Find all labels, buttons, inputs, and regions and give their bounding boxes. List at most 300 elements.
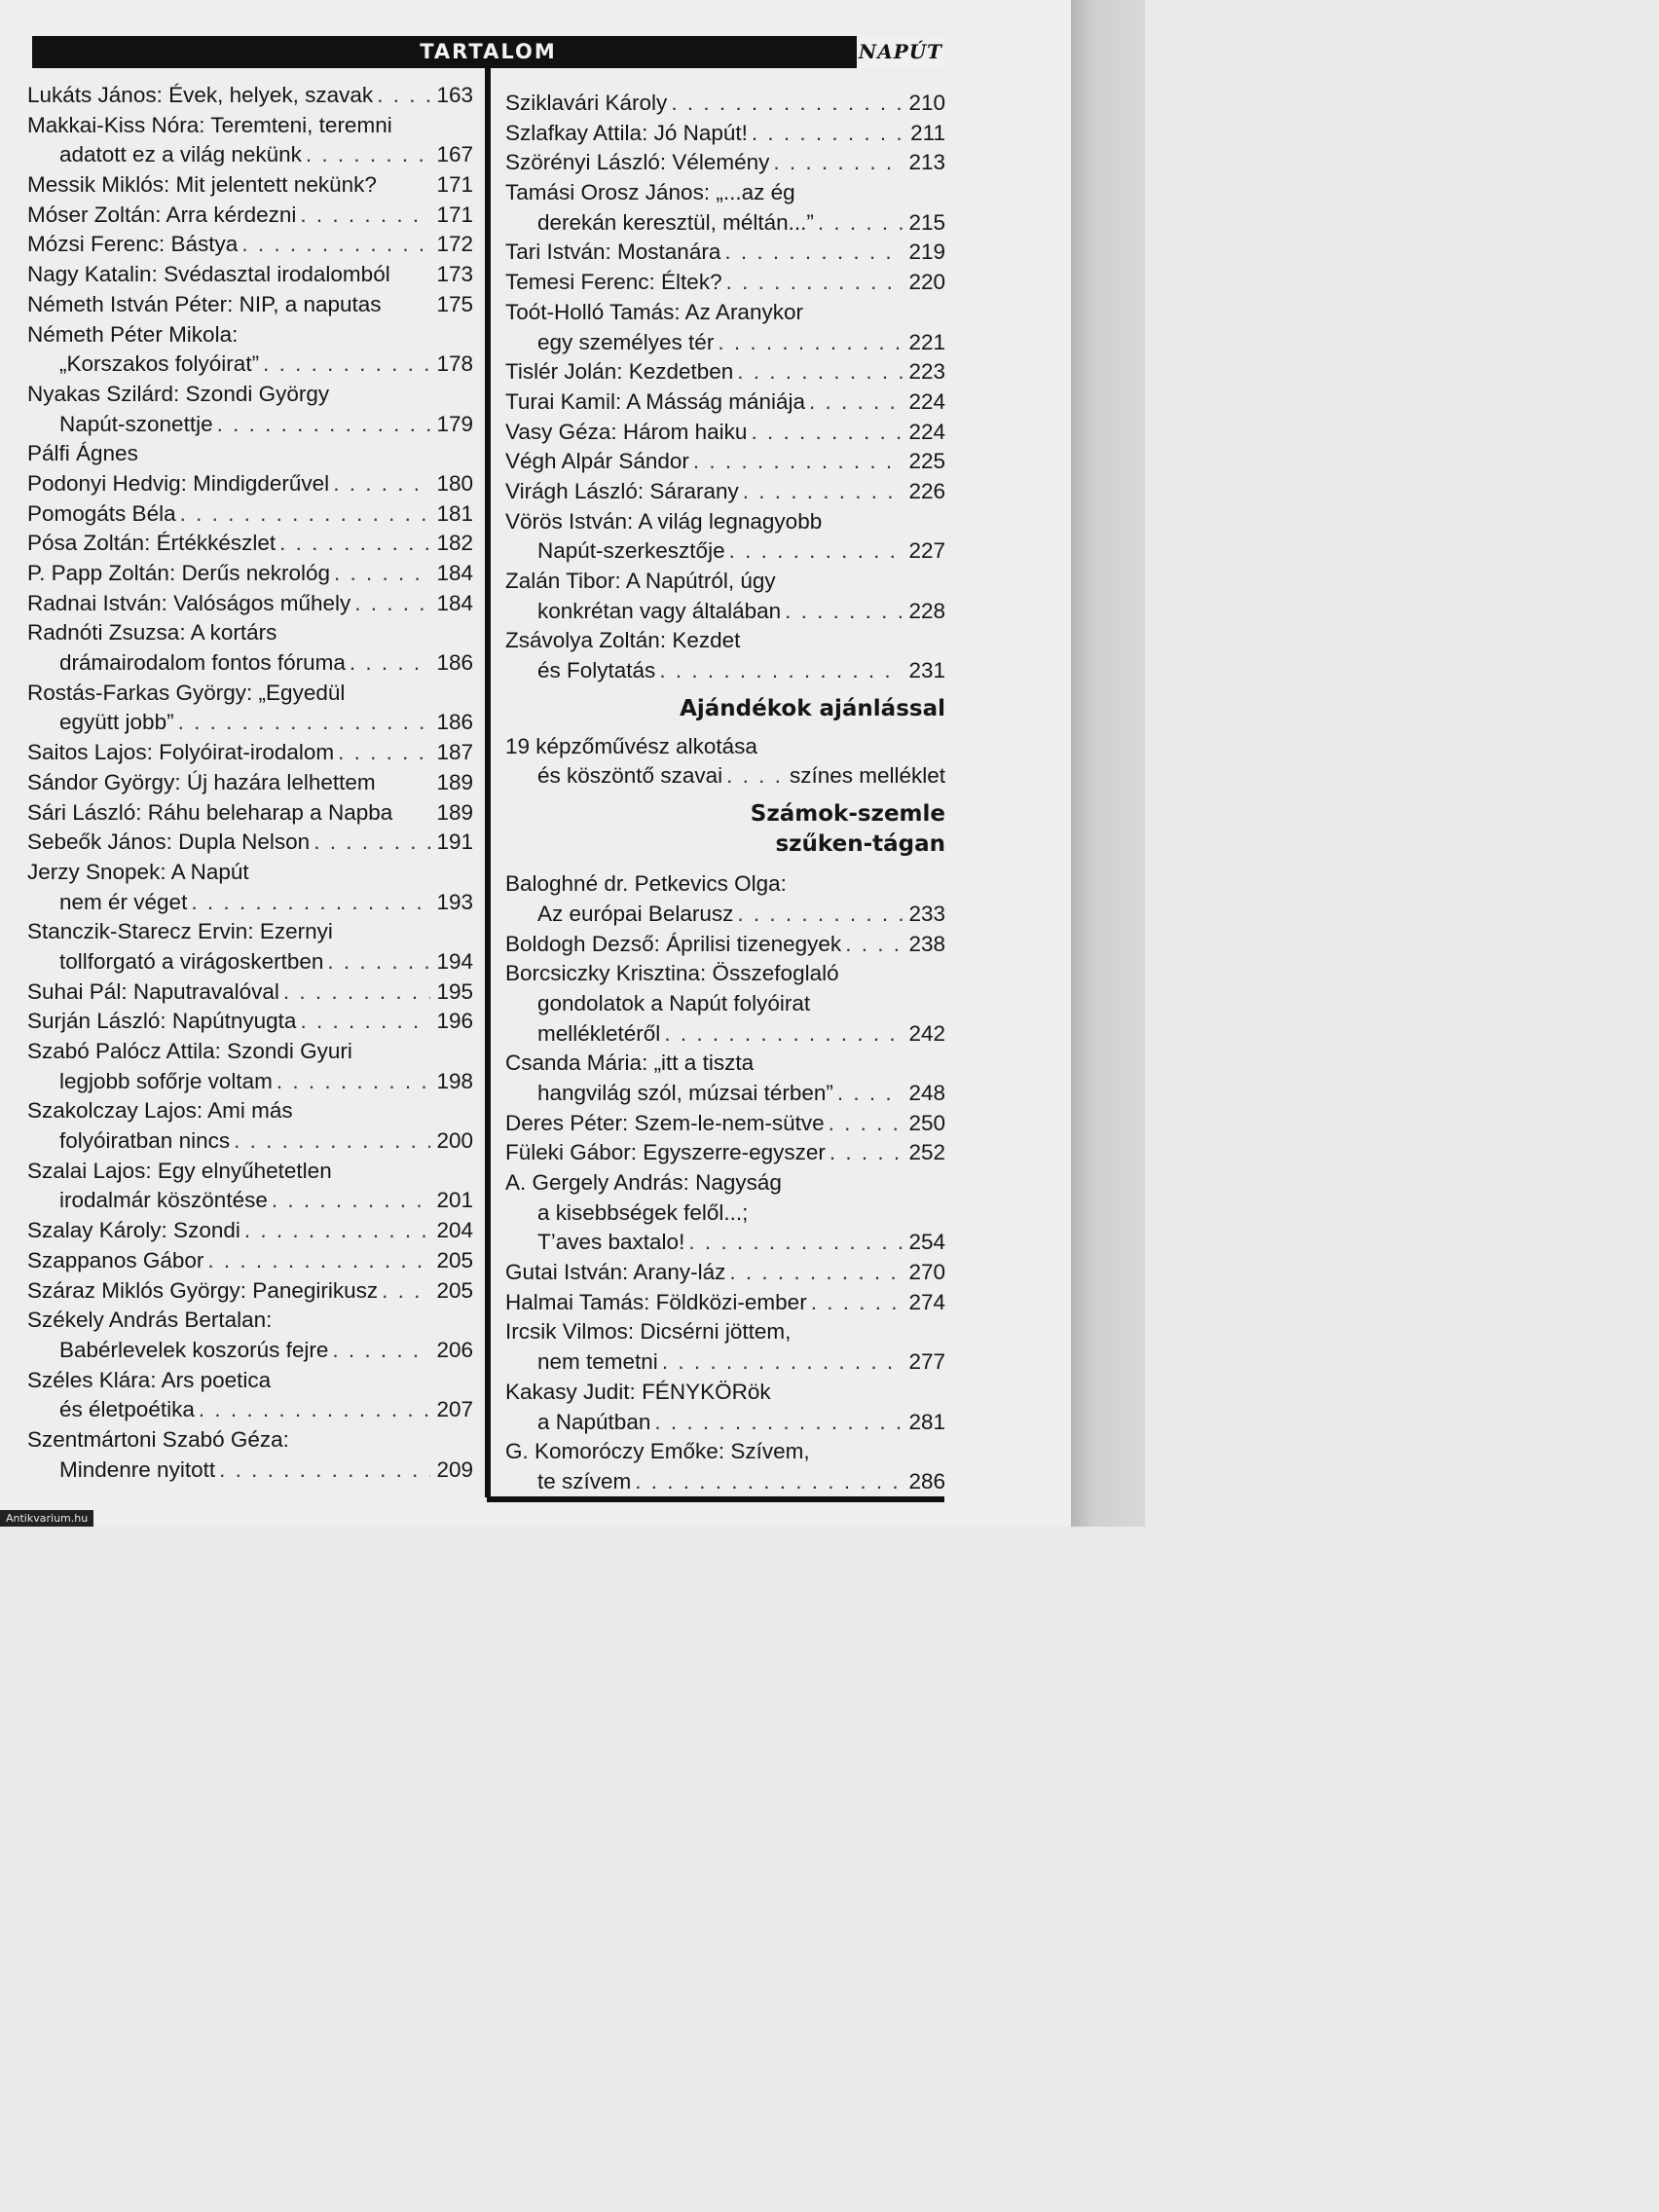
entry-page-number: 205 bbox=[436, 1247, 473, 1272]
entry-title: te szívem bbox=[537, 1468, 632, 1493]
entry-title: Nagy Katalin: Svédasztal irodalomból bbox=[27, 262, 390, 287]
logo-text: NAPÚT bbox=[858, 40, 943, 63]
dot-leader bbox=[635, 1467, 903, 1497]
entry-title: Sándor György: Új hazára lelhettem bbox=[27, 769, 376, 794]
toc-entry bbox=[505, 208, 945, 239]
entry-page-number: 225 bbox=[908, 449, 945, 474]
entry-title: Tari István: Mostanára bbox=[505, 240, 721, 265]
entry-page-number: 171 bbox=[436, 172, 473, 198]
toc-entry bbox=[505, 1168, 945, 1198]
entry-page-number: 175 bbox=[436, 291, 473, 316]
entry-title: mellékletéről bbox=[537, 1020, 661, 1046]
entry-page-number: 231 bbox=[908, 658, 945, 683]
entry-title: Virágh László: Sárarany bbox=[505, 478, 739, 503]
entry-title: Ircsik Vilmos: Dicsérni jöttem, bbox=[505, 1319, 792, 1345]
section-heading-gifts: Ajándékok ajánlással bbox=[680, 695, 945, 721]
dot-leader bbox=[737, 357, 903, 387]
toc-entry bbox=[505, 1408, 945, 1438]
toc-left-column bbox=[27, 81, 473, 1485]
entry-page-number: 221 bbox=[908, 329, 945, 354]
dot-leader bbox=[726, 761, 786, 792]
dot-leader bbox=[785, 597, 903, 627]
entry-page-number: 252 bbox=[908, 1140, 945, 1165]
entry-title: és Folytatás bbox=[537, 658, 656, 683]
dot-leader bbox=[818, 208, 903, 239]
entry-title: gondolatok a Napút folyóirat bbox=[537, 990, 811, 1015]
entry-page-number: 172 bbox=[436, 232, 473, 257]
entry-title: Végh Alpár Sándor bbox=[505, 449, 689, 474]
toc-entry bbox=[505, 1288, 945, 1318]
toc-entry bbox=[27, 410, 473, 440]
entry-page-number: 189 bbox=[436, 769, 473, 794]
entry-title: nem temetni bbox=[537, 1349, 658, 1375]
toc-entry bbox=[27, 1395, 473, 1425]
toc-entry bbox=[27, 618, 473, 648]
entry-title: Lukáts János: Évek, helyek, szavak bbox=[27, 83, 374, 107]
watermark: Antikvarium.hu bbox=[0, 1510, 93, 1527]
toc-entry bbox=[27, 1126, 473, 1157]
entry-title: és életpoétika bbox=[59, 1397, 195, 1422]
dot-leader bbox=[377, 81, 430, 111]
entry-page-number: 184 bbox=[436, 561, 473, 585]
entry-title: irodalmár köszöntése bbox=[59, 1188, 268, 1213]
entry-page-number: 182 bbox=[436, 531, 473, 556]
entry-page-number: 209 bbox=[436, 1456, 473, 1482]
dot-leader bbox=[306, 140, 430, 170]
toc-entry bbox=[27, 917, 473, 947]
entry-title: Stanczik-Starecz Ervin: Ezernyi bbox=[27, 919, 333, 944]
entry-title: Boldogh Dezső: Áprilisi tizenegyek bbox=[505, 931, 842, 956]
toc-entry bbox=[27, 768, 473, 798]
toc-entry bbox=[27, 648, 473, 679]
dot-leader bbox=[671, 89, 903, 119]
entry-page-number: 213 bbox=[908, 150, 945, 175]
entry-page-number: 187 bbox=[436, 740, 473, 765]
toc-entry bbox=[505, 1258, 945, 1288]
toc-entry bbox=[505, 1109, 945, 1139]
entry-title: Füleki Gábor: Egyszerre-egyszer bbox=[505, 1140, 826, 1165]
entry-title: Messik Miklós: Mit jelentett nekünk? bbox=[27, 172, 377, 198]
dot-leader bbox=[332, 1336, 430, 1366]
entry-page-number: 250 bbox=[908, 1110, 945, 1135]
entry-page-number: 220 bbox=[908, 270, 945, 295]
dot-leader bbox=[180, 499, 430, 530]
dot-leader bbox=[334, 559, 430, 589]
entry-title: egy személyes tér bbox=[537, 329, 715, 354]
entry-title: Csanda Mária: „itt a tiszta bbox=[505, 1051, 755, 1076]
entry-title: A. Gergely András: Nagyság bbox=[505, 1170, 782, 1195]
entry-title: G. Komoróczy Emőke: Szívem, bbox=[505, 1439, 810, 1464]
dot-leader bbox=[234, 1126, 430, 1157]
toc-right-column bbox=[505, 89, 945, 1497]
toc-entry bbox=[27, 708, 473, 738]
entry-title: Tamási Orosz János: „...az ég bbox=[505, 180, 795, 205]
toc-entry bbox=[505, 238, 945, 268]
toc-entry bbox=[505, 1467, 945, 1497]
entry-title: Turai Kamil: A Másság mániája bbox=[505, 388, 806, 414]
entry-title: a Napútban bbox=[537, 1409, 651, 1434]
dot-leader bbox=[300, 1007, 430, 1037]
dot-leader bbox=[350, 648, 430, 679]
dot-leader bbox=[276, 1067, 430, 1097]
toc-entry bbox=[505, 1437, 945, 1467]
entry-title: Széles Klára: Ars poetica bbox=[27, 1367, 272, 1392]
toc-entry bbox=[27, 230, 473, 260]
entry-page-number: 248 bbox=[908, 1080, 945, 1105]
entry-page-number: 186 bbox=[436, 650, 473, 676]
toc-entry bbox=[27, 1246, 473, 1276]
entry-title: Suhai Pál: Naputravalóval bbox=[27, 978, 279, 1004]
entry-title: konkrétan vagy általában bbox=[537, 598, 782, 623]
entry-title: Baloghné dr. Petkevics Olga: bbox=[505, 871, 787, 897]
entry-page-number: 211 bbox=[910, 120, 945, 145]
entry-page-number: 191 bbox=[436, 830, 473, 855]
dot-leader bbox=[724, 238, 903, 268]
toc-entry bbox=[505, 178, 945, 208]
toc-entry bbox=[505, 656, 945, 686]
entry-title: tollforgató a virágoskertben bbox=[59, 948, 324, 974]
toc-entry bbox=[27, 1067, 473, 1097]
toc-entry bbox=[505, 989, 945, 1019]
dot-leader bbox=[809, 387, 903, 418]
toc-entry bbox=[27, 947, 473, 977]
bottom-rule bbox=[487, 1496, 944, 1502]
dot-leader bbox=[244, 1216, 430, 1246]
entry-title: Németh Péter Mikola: bbox=[27, 321, 239, 347]
entry-title: és köszöntő szavai bbox=[537, 763, 723, 789]
entry-page-number: 277 bbox=[908, 1349, 945, 1375]
entry-page-number: 254 bbox=[908, 1230, 945, 1255]
entry-page-number: 179 bbox=[436, 411, 473, 436]
toc-entry bbox=[27, 977, 473, 1008]
dot-leader bbox=[829, 1109, 903, 1139]
toc-right-entries bbox=[505, 89, 945, 686]
entry-title: Németh István Péter: NIP, a naputas bbox=[27, 291, 382, 316]
toc-entry bbox=[505, 268, 945, 298]
dot-leader bbox=[338, 738, 430, 768]
entry-page-number: 163 bbox=[436, 83, 473, 107]
toc-entry bbox=[27, 1336, 473, 1366]
dot-leader bbox=[354, 589, 430, 619]
toc-entry bbox=[27, 81, 473, 111]
entry-title: Sziklavári Károly bbox=[505, 91, 668, 115]
entry-page-number: 201 bbox=[436, 1188, 473, 1213]
dot-leader bbox=[726, 268, 903, 298]
toc-entry bbox=[505, 930, 945, 960]
toc-entry bbox=[27, 320, 473, 350]
entry-title: „Korszakos folyóirat” bbox=[59, 351, 260, 377]
entry-title: Mózsi Ferenc: Bástya bbox=[27, 232, 239, 257]
entry-title: Napút-szonettje bbox=[59, 411, 213, 436]
dot-leader bbox=[693, 447, 903, 477]
entry-title: legjobb sofőrje voltam bbox=[59, 1068, 273, 1093]
toc-entry bbox=[505, 477, 945, 507]
dot-leader bbox=[773, 148, 903, 178]
toc-entry bbox=[505, 959, 945, 989]
logo bbox=[857, 36, 944, 68]
dot-leader bbox=[845, 930, 903, 960]
dot-leader bbox=[751, 418, 903, 448]
toc-entry bbox=[27, 858, 473, 888]
entry-page-number: 281 bbox=[908, 1409, 945, 1434]
dot-leader bbox=[737, 900, 903, 930]
entry-page-number: 200 bbox=[436, 1128, 473, 1154]
toc-entry bbox=[27, 140, 473, 170]
toc-entry bbox=[505, 1198, 945, 1229]
dot-leader bbox=[279, 529, 430, 559]
entry-page-number: 223 bbox=[908, 359, 945, 385]
entry-page-number: 173 bbox=[436, 262, 473, 287]
entry-title: Szakolczay Lajos: Ami más bbox=[27, 1098, 293, 1124]
entry-title: Vasy Géza: Három haiku bbox=[505, 419, 748, 444]
entry-title: Sári László: Ráhu beleharap a Napba bbox=[27, 799, 393, 825]
dot-leader bbox=[811, 1288, 903, 1318]
toc-entry bbox=[27, 111, 473, 141]
entry-title: Gutai István: Arany-láz bbox=[505, 1260, 726, 1285]
toc-entry bbox=[27, 529, 473, 559]
dot-leader bbox=[178, 708, 430, 738]
entry-title: Toót-Holló Tamás: Az Aranykor bbox=[505, 299, 803, 324]
entry-title: Móser Zoltán: Arra kérdezni bbox=[27, 202, 297, 227]
dot-leader bbox=[333, 469, 430, 499]
dot-leader bbox=[327, 947, 430, 977]
gifts-entries bbox=[505, 732, 945, 792]
entry-page-number: 238 bbox=[908, 931, 945, 956]
entry-title: Saitos Lajos: Folyóirat-irodalom bbox=[27, 740, 335, 765]
toc-entry bbox=[27, 380, 473, 410]
toc-entry bbox=[27, 798, 473, 829]
entry-title: Makkai-Kiss Nóra: Teremteni, teremni bbox=[27, 112, 392, 137]
entry-title: a kisebbségek felől...; bbox=[537, 1199, 749, 1225]
entry-title: Zalán Tibor: A Napútról, úgy bbox=[505, 569, 776, 593]
entry-title: 19 képzőművész alkotása bbox=[505, 733, 757, 758]
entry-page-number: 180 bbox=[436, 470, 473, 496]
toc-entry bbox=[505, 357, 945, 387]
dot-leader bbox=[837, 1079, 903, 1109]
dot-leader bbox=[718, 328, 903, 358]
toc-entry bbox=[505, 328, 945, 358]
review-entries bbox=[505, 869, 945, 1496]
toc-entry bbox=[27, 738, 473, 768]
entry-title: Podonyi Hedvig: Mindigderűvel bbox=[27, 470, 330, 496]
toc-entry bbox=[505, 567, 945, 597]
toc-entry bbox=[27, 888, 473, 918]
entry-page-number: 193 bbox=[436, 889, 473, 914]
entry-page-number: 224 bbox=[908, 388, 945, 414]
entry-title: derekán keresztül, méltán...” bbox=[537, 209, 814, 235]
toc-entry bbox=[505, 148, 945, 178]
column-divider bbox=[485, 68, 491, 1497]
toc-entry bbox=[505, 447, 945, 477]
entry-title: Mindenre nyitott bbox=[59, 1456, 216, 1482]
entry-page-number: 286 bbox=[908, 1468, 945, 1493]
entry-title: Száraz Miklós György: Panegirikusz bbox=[27, 1277, 379, 1303]
toc-entry bbox=[27, 1366, 473, 1396]
header-bar bbox=[32, 36, 944, 68]
entry-title: Pósa Zoltán: Értékkészlet bbox=[27, 531, 276, 556]
toc-entry bbox=[27, 290, 473, 320]
toc-entry bbox=[505, 507, 945, 537]
dot-leader bbox=[217, 410, 430, 440]
toc-entry bbox=[505, 1049, 945, 1079]
page-edge bbox=[1071, 0, 1145, 1527]
toc-entry bbox=[505, 1079, 945, 1109]
toc-entry bbox=[27, 1037, 473, 1067]
entry-title: adatott ez a világ nekünk bbox=[59, 142, 302, 167]
entry-title: Borcsiczky Krisztina: Összefoglaló bbox=[505, 961, 839, 986]
dot-leader bbox=[729, 1258, 903, 1288]
entry-page-number: 274 bbox=[908, 1289, 945, 1314]
entry-title: Az európai Belarusz bbox=[537, 901, 734, 926]
entry-title: nem ér véget bbox=[59, 889, 188, 914]
toc-entry bbox=[505, 1347, 945, 1378]
toc-entry bbox=[505, 298, 945, 328]
entry-page-number: 224 bbox=[908, 419, 945, 444]
dot-leader bbox=[664, 1019, 903, 1050]
toc-entry bbox=[505, 418, 945, 448]
entry-title: folyóiratban nincs bbox=[59, 1128, 231, 1154]
entry-title: Vörös István: A világ legnagyobb bbox=[505, 508, 823, 534]
entry-title: Temesi Ferenc: Éltek? bbox=[505, 270, 722, 295]
toc-entry bbox=[27, 559, 473, 589]
entry-page-number: 186 bbox=[436, 710, 473, 735]
dot-leader bbox=[729, 536, 903, 567]
entry-title: T’aves baxtalo! bbox=[537, 1230, 685, 1255]
toc-entry bbox=[27, 589, 473, 619]
toc-entry bbox=[505, 597, 945, 627]
dot-leader bbox=[207, 1246, 430, 1276]
section-heading-review-2: szűken-tágan bbox=[775, 831, 945, 858]
entry-title: Szalai Lajos: Egy elnyűhetetlen bbox=[27, 1158, 332, 1183]
toc-entry bbox=[27, 201, 473, 231]
entry-page-number: 194 bbox=[436, 948, 473, 974]
toc-entry bbox=[27, 1157, 473, 1187]
dot-leader bbox=[830, 1138, 903, 1168]
entry-title: Babérlevelek koszorús fejre bbox=[59, 1337, 329, 1362]
dot-leader bbox=[752, 119, 903, 149]
entry-page-number: 196 bbox=[436, 1009, 473, 1034]
toc-entry bbox=[505, 119, 945, 149]
toc-entry bbox=[505, 1378, 945, 1408]
dot-leader bbox=[272, 1186, 430, 1216]
entry-page-number: 215 bbox=[908, 209, 945, 235]
dot-leader bbox=[382, 1276, 430, 1307]
page-title: TARTALOM bbox=[420, 40, 557, 63]
toc-entry bbox=[27, 499, 473, 530]
entry-page-number: színes melléklet bbox=[789, 763, 945, 789]
toc-entry bbox=[27, 1216, 473, 1246]
toc-entry bbox=[27, 1306, 473, 1336]
entry-page-number: 270 bbox=[908, 1260, 945, 1285]
entry-title: hangvilág szól, múzsai térben” bbox=[537, 1080, 833, 1105]
magazine-page bbox=[0, 0, 1071, 1527]
dot-leader bbox=[283, 977, 430, 1008]
entry-title: Zsávolya Zoltán: Kezdet bbox=[505, 628, 741, 653]
entry-page-number: 228 bbox=[908, 598, 945, 623]
toc-entry bbox=[27, 1276, 473, 1307]
entry-page-number: 189 bbox=[436, 799, 473, 825]
entry-page-number: 226 bbox=[908, 478, 945, 503]
dot-leader bbox=[743, 477, 903, 507]
entry-page-number: 210 bbox=[908, 91, 945, 115]
entry-page-number: 198 bbox=[436, 1068, 473, 1093]
entry-page-number: 181 bbox=[436, 500, 473, 526]
entry-title: Pálfi Ágnes bbox=[27, 441, 138, 466]
entry-title: Sebeők János: Dupla Nelson bbox=[27, 830, 311, 855]
entry-title: Radnai István: Valóságos műhely bbox=[27, 590, 351, 615]
entry-page-number: 178 bbox=[436, 351, 473, 377]
entry-title: Nyakas Szilárd: Szondi György bbox=[27, 381, 330, 406]
entry-title: drámairodalom fontos fóruma bbox=[59, 650, 346, 676]
toc-entry bbox=[27, 1425, 473, 1456]
toc-entry bbox=[505, 900, 945, 930]
entry-title: Napút-szerkesztője bbox=[537, 538, 725, 564]
dot-leader bbox=[654, 1408, 903, 1438]
entry-title: Kakasy Judit: FÉNYKÖRök bbox=[505, 1379, 771, 1404]
dot-leader bbox=[659, 656, 903, 686]
toc-entry bbox=[505, 761, 945, 792]
dot-leader bbox=[199, 1395, 430, 1425]
entry-page-number: 184 bbox=[436, 590, 473, 615]
entry-title: Tislér Jolán: Kezdetben bbox=[505, 359, 734, 385]
entry-page-number: 207 bbox=[436, 1397, 473, 1422]
entry-page-number: 167 bbox=[436, 142, 473, 167]
toc-entry bbox=[27, 1456, 473, 1486]
toc-entry bbox=[505, 387, 945, 418]
entry-page-number: 219 bbox=[908, 240, 945, 265]
toc-entry bbox=[27, 469, 473, 499]
dot-leader bbox=[219, 1456, 430, 1486]
entry-title: Pomogáts Béla bbox=[27, 500, 176, 526]
toc-entry bbox=[27, 1096, 473, 1126]
entry-page-number: 195 bbox=[436, 978, 473, 1004]
entry-title: Rostás-Farkas György: „Egyedül bbox=[27, 680, 346, 705]
entry-title: Halmai Tamás: Földközi-ember bbox=[505, 1289, 807, 1314]
entry-title: Szappanos Gábor bbox=[27, 1247, 204, 1272]
entry-title: Szentmártoni Szabó Géza: bbox=[27, 1426, 289, 1452]
toc-entry bbox=[505, 626, 945, 656]
entry-title: Szalay Károly: Szondi bbox=[27, 1218, 240, 1243]
toc-entry bbox=[27, 828, 473, 858]
entry-title: együtt jobb” bbox=[59, 710, 174, 735]
toc-entry bbox=[27, 1007, 473, 1037]
entry-page-number: 227 bbox=[908, 538, 945, 564]
entry-page-number: 233 bbox=[908, 901, 945, 926]
entry-title: Szabó Palócz Attila: Szondi Gyuri bbox=[27, 1039, 352, 1063]
entry-title: Deres Péter: Szem-le-nem-sütve bbox=[505, 1110, 825, 1135]
toc-entry bbox=[27, 170, 473, 201]
dot-leader bbox=[300, 201, 430, 231]
dot-leader bbox=[241, 230, 430, 260]
dot-leader bbox=[313, 828, 430, 858]
entry-page-number: 205 bbox=[436, 1277, 473, 1303]
toc-entry bbox=[505, 1228, 945, 1258]
toc-entry bbox=[27, 679, 473, 709]
entry-title: P. Papp Zoltán: Derűs nekrológ bbox=[27, 561, 331, 585]
toc-entry bbox=[27, 350, 473, 380]
entry-page-number: 171 bbox=[436, 202, 473, 227]
toc-entry bbox=[505, 536, 945, 567]
entry-page-number: 204 bbox=[436, 1218, 473, 1243]
dot-leader bbox=[662, 1347, 903, 1378]
entry-title: Radnóti Zsuzsa: A kortárs bbox=[27, 620, 277, 645]
dot-leader bbox=[688, 1228, 903, 1258]
entry-title: Szlafkay Attila: Jó Napút! bbox=[505, 120, 748, 145]
entry-title: Szörényi László: Vélemény bbox=[505, 150, 770, 175]
toc-entry bbox=[27, 1186, 473, 1216]
toc-entry bbox=[505, 1317, 945, 1347]
entry-page-number: 206 bbox=[436, 1337, 473, 1362]
